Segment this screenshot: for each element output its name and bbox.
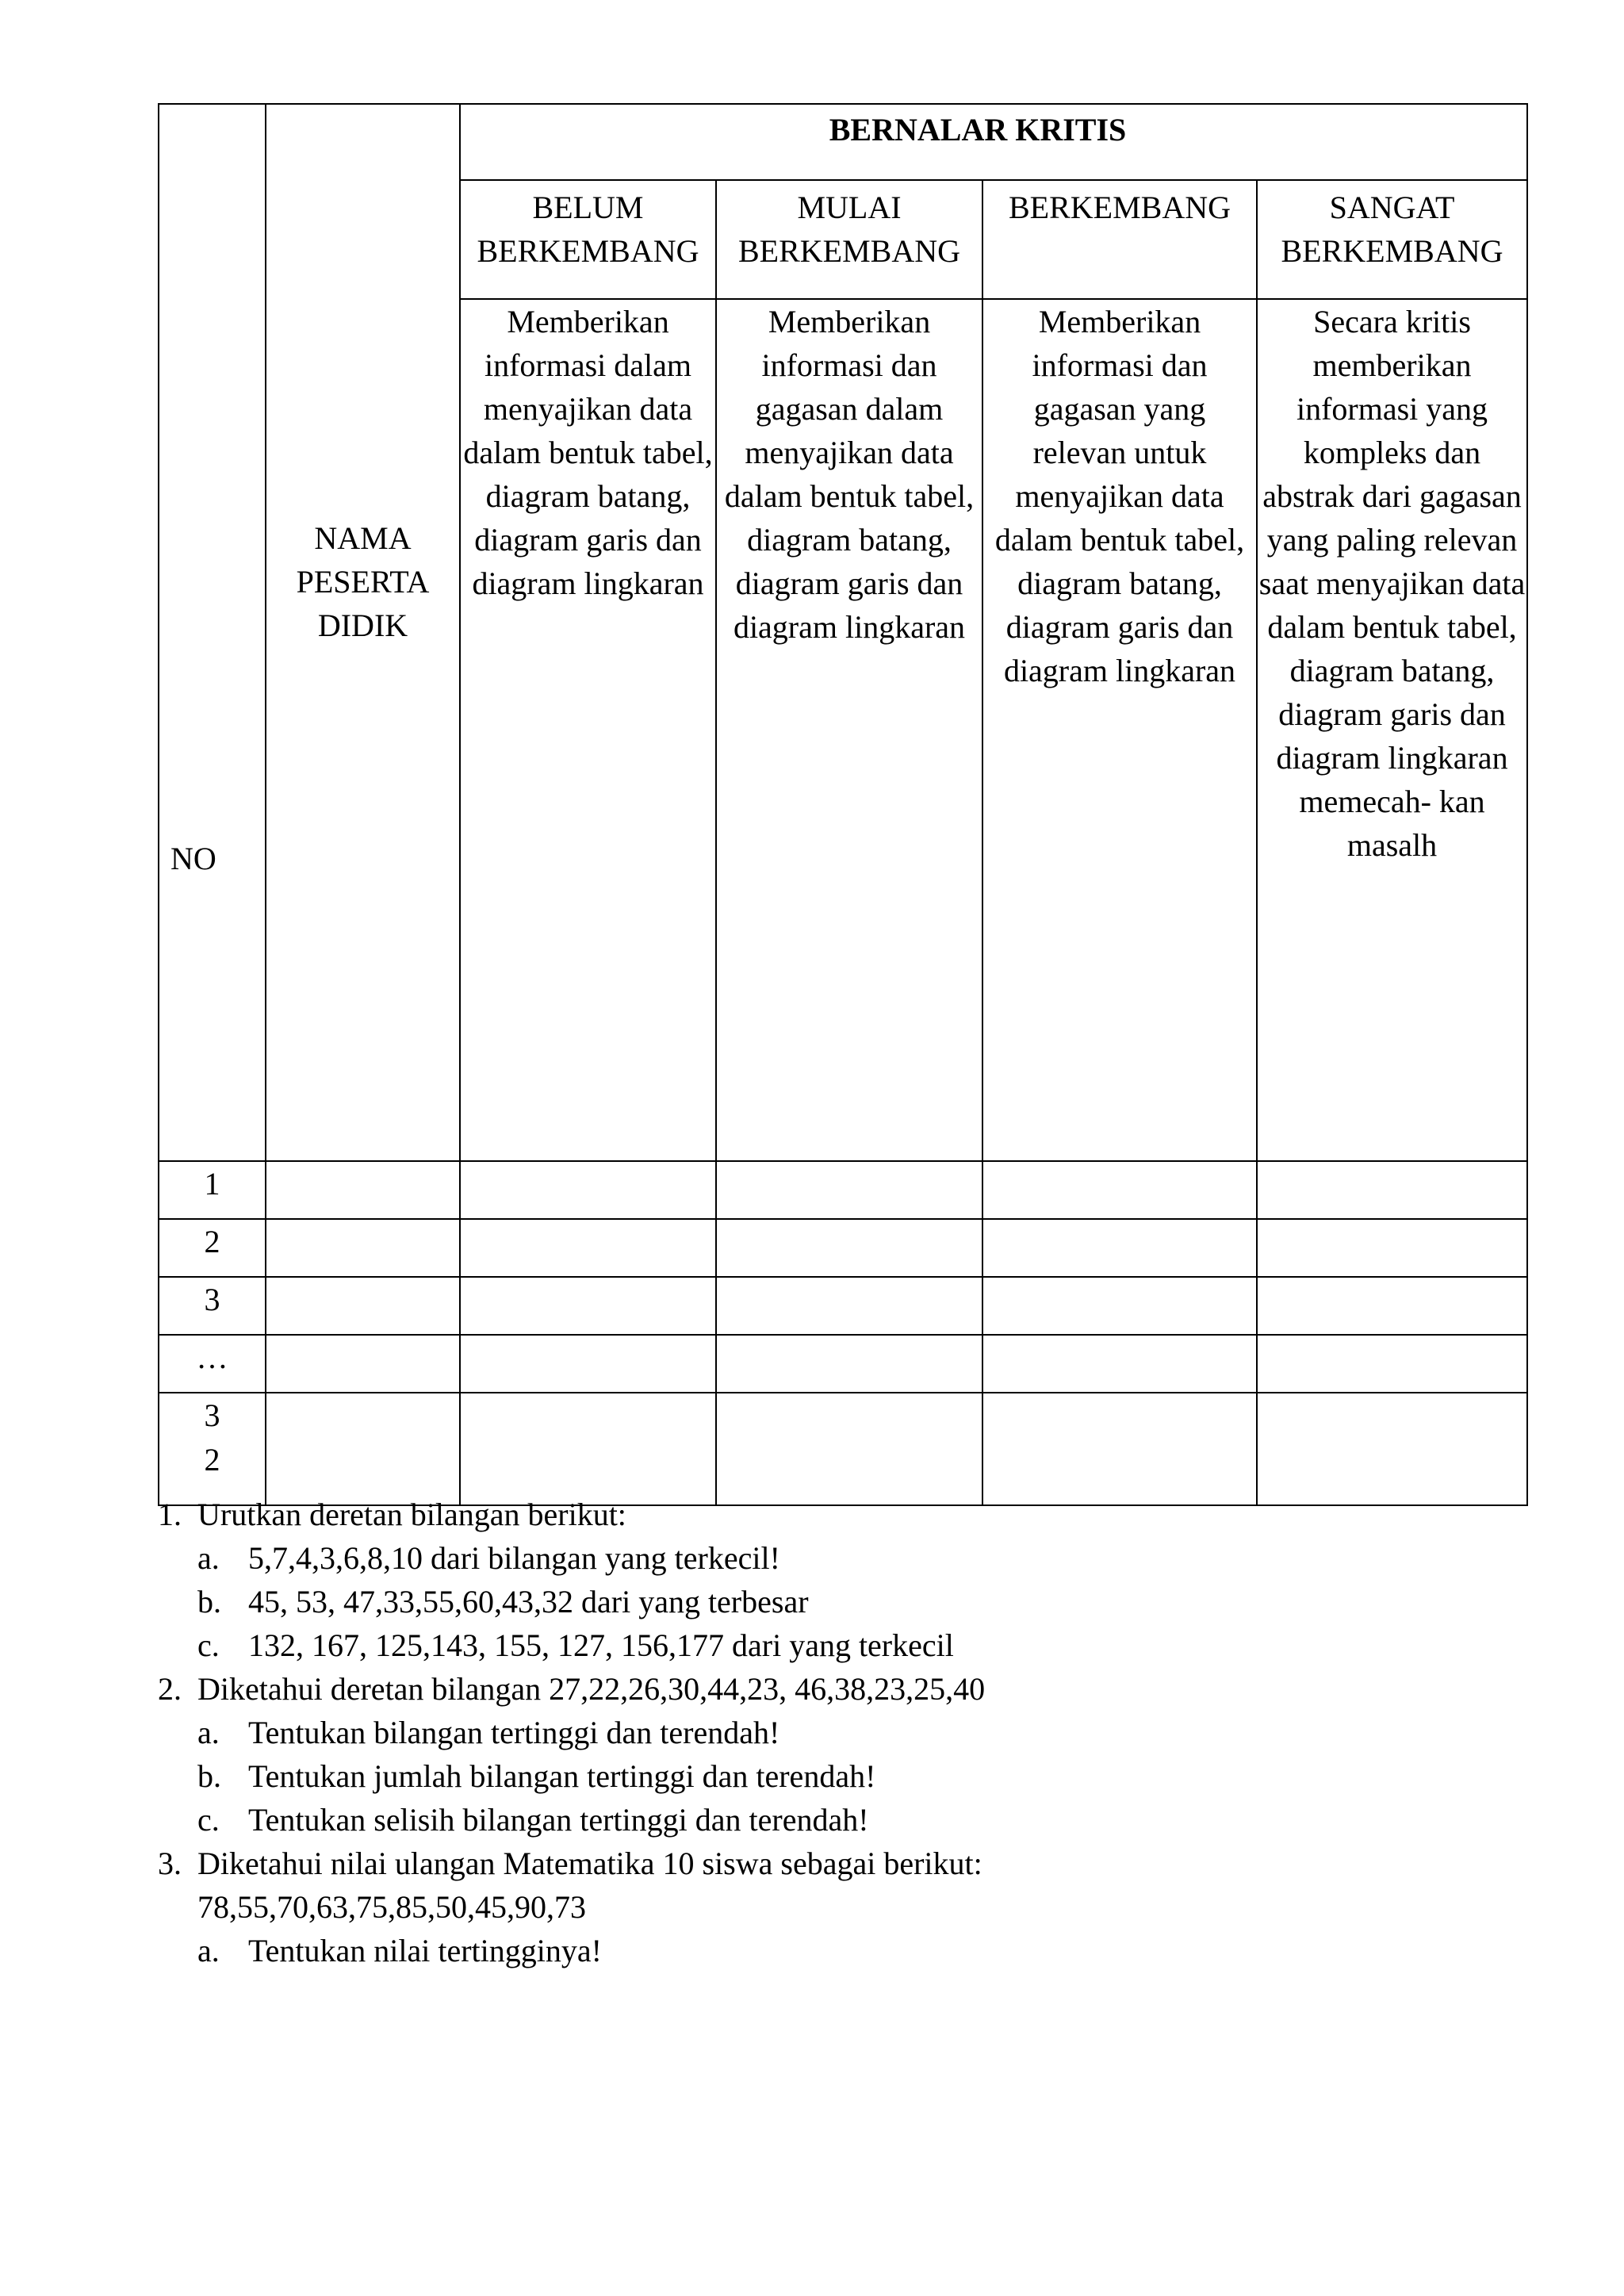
level-description: Memberikan informasi dan gagasan yang relevan untuk menyajikan data dalam bentuk tabel, diagram batang, diagram garis dan diagram lingkaran <box>982 299 1257 1161</box>
score-cell[interactable] <box>460 1219 716 1277</box>
table-row <box>159 1277 1527 1335</box>
level-description: Memberikan informasi dalam menyajikan data dalam bentuk tabel, diagram batang, diagram garis dan diagram lingkaran <box>460 299 716 1161</box>
level-label: MULAI BERKEMBANG <box>716 180 982 299</box>
sub-question: a. Tentukan bilangan tertinggi dan terendah! <box>197 1715 780 1750</box>
score-cell[interactable] <box>982 1219 1257 1277</box>
level-label: BELUM BERKEMBANG <box>460 180 716 299</box>
row-number: … <box>159 1335 266 1393</box>
question-item: 2. Diketahui deretan bilangan 27,22,26,30,44,23, 46,38,23,25,40 <box>158 1671 986 1707</box>
sub-question: a. 5,7,4,3,6,8,10 dari bilangan yang terkecil! <box>197 1540 780 1576</box>
score-cell[interactable] <box>1257 1219 1527 1277</box>
row-number: 2 <box>159 1219 266 1277</box>
score-cell[interactable] <box>982 1393 1257 1505</box>
header-dimension: BERNALAR KRITIS <box>460 104 1527 180</box>
score-cell[interactable] <box>1257 1161 1527 1219</box>
score-cell[interactable] <box>716 1219 982 1277</box>
header-no: NO <box>159 104 266 1161</box>
score-cell[interactable] <box>716 1277 982 1335</box>
name-cell[interactable] <box>266 1277 460 1335</box>
score-cell[interactable] <box>982 1335 1257 1393</box>
score-cell[interactable] <box>460 1335 716 1393</box>
name-cell[interactable] <box>266 1335 460 1393</box>
score-cell[interactable] <box>460 1161 716 1219</box>
level-label: BERKEMBANG <box>982 180 1257 299</box>
score-cell[interactable] <box>982 1161 1257 1219</box>
level-description: Secara kritis memberikan informasi yang kompleks dan abstrak dari gagasan yang paling relevan saat menyajikan data dalam bentuk tabel, diagram batang, diagram garis dan diagram lingkaran memecah- kan masalh <box>1257 299 1527 1161</box>
score-cell[interactable] <box>1257 1277 1527 1335</box>
row-number: 3 2 <box>159 1393 266 1505</box>
sub-question: c. Tentukan selisih bilangan tertinggi dan terendah! <box>197 1802 869 1838</box>
score-cell[interactable] <box>716 1335 982 1393</box>
question-item: 1. Urutkan deretan bilangan berikut: <box>158 1497 626 1532</box>
row-number: 1 <box>159 1161 266 1219</box>
question-list <box>158 1493 1526 1972</box>
level-description: Memberikan informasi dan gagasan dalam menyajikan data dalam bentuk tabel, diagram batang, diagram garis dan diagram lingkaran <box>716 299 982 1161</box>
row-number: 3 <box>159 1277 266 1335</box>
name-cell[interactable] <box>266 1161 460 1219</box>
assessment-rubric-table <box>158 103 1528 1506</box>
header-student-name: NAMA PESERTA DIDIK <box>266 104 460 1161</box>
score-cell[interactable] <box>460 1393 716 1505</box>
name-cell[interactable] <box>266 1393 460 1505</box>
sub-question: c. 132, 167, 125,143, 155, 127, 156,177 dari yang terkecil <box>197 1627 954 1663</box>
question-item: 3. Diketahui nilai ulangan Matematika 10 siswa sebagai berikut: <box>158 1846 982 1881</box>
score-cell[interactable] <box>1257 1335 1527 1393</box>
score-cell[interactable] <box>982 1277 1257 1335</box>
level-label: SANGAT BERKEMBANG <box>1257 180 1527 299</box>
table-row <box>159 1335 1527 1393</box>
score-cell[interactable] <box>460 1277 716 1335</box>
score-cell[interactable] <box>716 1393 982 1505</box>
score-cell[interactable] <box>716 1161 982 1219</box>
sub-question: a. Tentukan nilai tertingginya! <box>197 1933 602 1968</box>
question-data: 78,55,70,63,75,85,50,45,90,73 <box>197 1889 586 1925</box>
table-row <box>159 1219 1527 1277</box>
table-row <box>159 1393 1527 1505</box>
score-cell[interactable] <box>1257 1393 1527 1505</box>
sub-question: b. Tentukan jumlah bilangan tertinggi dan terendah! <box>197 1758 876 1794</box>
table-row <box>159 1161 1527 1219</box>
sub-question: b. 45, 53, 47,33,55,60,43,32 dari yang terbesar <box>197 1584 809 1619</box>
name-cell[interactable] <box>266 1219 460 1277</box>
